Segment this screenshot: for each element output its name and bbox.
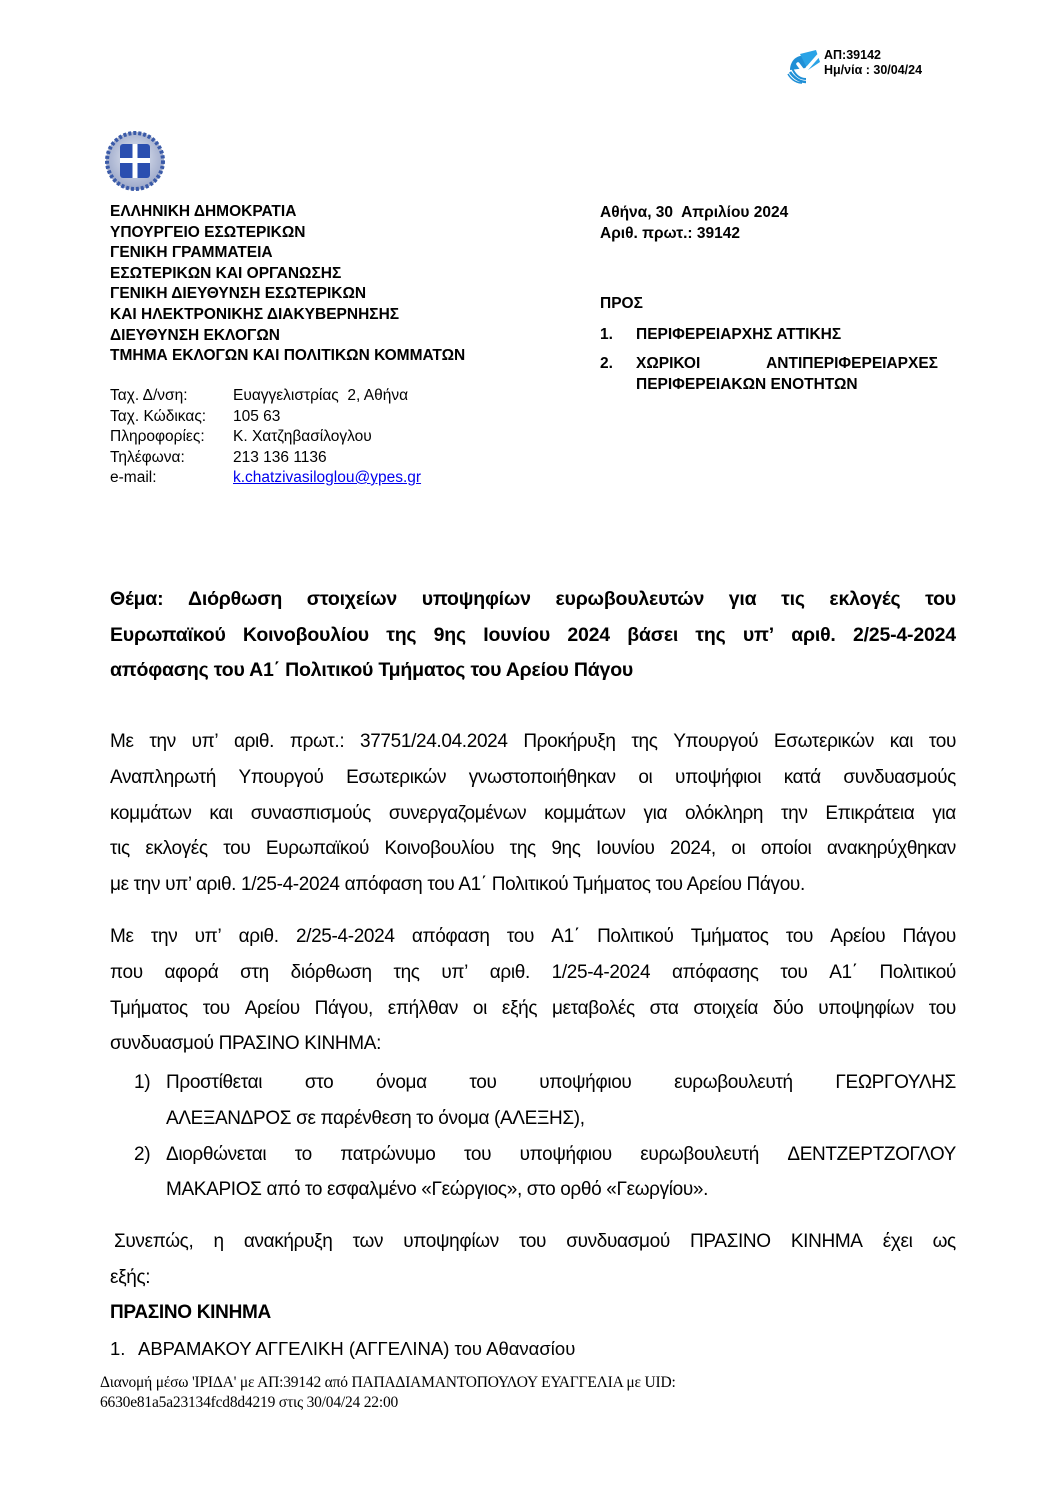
word: ολόκληρη: [685, 802, 764, 824]
word: κατά: [783, 766, 821, 788]
word: κομμάτων: [544, 802, 626, 824]
word: 9ης: [551, 838, 581, 860]
word: συνασπισμούς: [250, 802, 371, 824]
word: ευρωβουλευτή: [674, 1072, 793, 1093]
document-date: Αθήνα, 30 Απριλίου 2024: [600, 204, 789, 221]
word: του: [506, 926, 535, 947]
contact-value: 105 63: [233, 407, 281, 425]
word: την: [781, 802, 808, 824]
word: Διόρθωση: [188, 588, 283, 610]
word: υπ’: [194, 926, 222, 947]
word: πρωτ.:: [289, 731, 345, 752]
contact-label: e-mail:: [110, 469, 157, 486]
word: ΚΙΝΗΜΑ: [790, 1231, 863, 1252]
change-line: [166, 1065, 956, 1101]
word: οι: [731, 838, 746, 860]
issuer-line: ΕΛΛΗΝΙΚΗ ΔΗΜΟΚΡΑΤΙΑ: [110, 203, 297, 220]
change-number: 2): [134, 1143, 151, 1165]
word: Τμήματος: [690, 926, 769, 947]
party-title: ΠΡΑΣΙΝΟ ΚΙΝΗΜΑ: [110, 1302, 271, 1323]
word: του: [928, 997, 956, 1019]
word: του: [518, 1231, 547, 1252]
issuer-line: ΤΜΗΜΑ ΕΚΛΟΓΩΝ ΚΑΙ ΠΟΛΙΤΙΚΩΝ ΚΟΜΜΑΤΩΝ: [110, 347, 466, 365]
paragraph-line: [110, 796, 956, 832]
word: Ευρωπαϊκού: [110, 623, 226, 646]
word: πατρώνυμο: [340, 1143, 436, 1165]
change-line: [166, 1137, 956, 1173]
word: στο: [304, 1072, 334, 1093]
paragraph-line: [110, 724, 956, 760]
candidate-number: 1.: [110, 1338, 126, 1359]
word: για: [643, 802, 668, 824]
issuer-block: [110, 202, 465, 367]
word: συνδυασμού: [566, 1231, 670, 1252]
word: του: [925, 588, 956, 610]
contact-email: [110, 468, 421, 489]
recipient-item: [600, 324, 938, 345]
contact-block: [110, 386, 421, 489]
word: υποψήφιου: [539, 1072, 632, 1093]
iris-checkmark-icon: [786, 48, 822, 84]
word: οι: [638, 766, 653, 788]
recipient-text: ΠΕΡΙΦΕΡΕΙΑΚΩΝ ΕΝΟΤΗΤΩΝ: [636, 376, 858, 393]
word: αριθ.: [489, 961, 530, 983]
subject-line: [110, 582, 956, 618]
word: Με: [110, 926, 134, 947]
subject-line: [110, 618, 956, 654]
greek-state-emblem-icon: [104, 130, 166, 192]
issuer-line: ΚΑΙ ΗΛΕΚΤΡΟΝΙΚΗΣ ΔΙΑΚΥΒΕΡΝΗΣΗΣ: [110, 305, 400, 323]
word: οποίοι: [760, 838, 812, 860]
subject: [110, 582, 956, 689]
word: Α1΄: [551, 926, 580, 947]
paragraph-line: [110, 991, 956, 1027]
word: του: [463, 1143, 492, 1165]
word: της: [509, 838, 536, 860]
candidate-name: ΑΒΡΑΜΑΚΟΥ ΑΓΓΕΛΙΚΗ (ΑΓΓΕΛΙΝΑ) του Αθανασίου: [138, 1338, 576, 1359]
word: Τμήματος: [110, 997, 188, 1019]
recipient-text: ΑΝΤΙΠΕΡΙΦΕΡΕΙΑΡΧΕΣ: [766, 355, 938, 372]
word: υποψηφίων: [818, 997, 914, 1019]
recipients-list: [600, 324, 938, 403]
word: Υπουργού: [673, 731, 759, 752]
word: υποψηφίων: [421, 588, 531, 610]
word: 2/25-4-2024: [852, 623, 956, 646]
word: Προκήρυξη: [523, 731, 616, 752]
word: Αναπληρωτή: [110, 766, 216, 788]
contact-label: Τηλέφωνα:: [110, 448, 185, 466]
contact-label: Πληροφορίες:: [110, 428, 205, 445]
contact-label: Ταχ. Κώδικας:: [110, 407, 207, 425]
word: υπ’: [441, 961, 469, 983]
word: 37751/24.04.2024: [359, 731, 508, 752]
paragraph-line: συνδυασμού ΠΡΑΣΙΝΟ ΚΙΝΗΜΑ:: [110, 1033, 382, 1055]
word: 9ης: [433, 623, 466, 646]
word: ευρωβουλευτών: [555, 588, 705, 610]
stamp-date: Ημ/νία : 30/04/24: [824, 63, 923, 77]
word: 1/25-4-2024: [551, 961, 651, 983]
word: Επικράτεια: [825, 802, 915, 824]
word: την: [149, 731, 176, 752]
paragraph-line: [110, 831, 956, 867]
paragraph-proclamation: [110, 724, 956, 903]
word: Κοινοβουλίου: [384, 838, 495, 860]
word: Ιουνίου: [596, 838, 655, 860]
issuer-line: ΥΠΟΥΡΓΕΙΟ ΕΣΩΤΕΡΙΚΩΝ: [110, 223, 306, 241]
word: στα: [649, 997, 679, 1019]
contact-postal-code: [110, 407, 421, 428]
change-line: ΑΛΕΞΑΝΔΡΟΣ σε παρένθεση το όνομα (ΑΛΕΞΗΣ),: [166, 1107, 585, 1129]
word: υποψήφιοι: [675, 766, 762, 788]
date-protocol-block: [600, 202, 788, 244]
distribution-footer: [100, 1373, 676, 1412]
word: ΔΕΝΤΖΕΡΤΖΟΓΛΟΥ: [787, 1143, 956, 1165]
footer-line: 6630e81a5a23134fcd8d4219 στις 30/04/24 22:00: [100, 1393, 399, 1411]
word: του: [928, 731, 956, 752]
word: διόρθωση: [290, 961, 372, 983]
word: Ευρωπαϊκού: [265, 838, 370, 860]
contact-value: Κ. Χατζηβασίλογλου: [233, 428, 372, 445]
contact-phone: [110, 448, 421, 469]
word: Προστίθεται: [166, 1072, 263, 1093]
footer-line: Διανομή μέσω 'ΙΡΙΔΑ' με ΑΠ:39142 από ΠΑΠΑΔΙΑΜΑΝΤΟΠΟΥΛΟΥ ΕΥΑΓΓΕΛΙΑ με UID:: [100, 1374, 676, 1391]
word: ΓΕΩΡΓΟΥΛΗΣ: [835, 1072, 956, 1093]
paragraph-line: [110, 919, 956, 955]
word: του: [469, 1072, 497, 1093]
word: που: [110, 961, 143, 983]
word: Αρείου: [830, 926, 886, 947]
word: ανακήρυξη: [243, 1231, 333, 1252]
change-item: [134, 1065, 956, 1137]
word: αριθ.: [233, 731, 275, 752]
recipient-item: [600, 353, 938, 395]
word: απόφαση: [411, 926, 490, 947]
word: στη: [240, 961, 269, 983]
issuer-line: ΕΣΩΤΕΡΙΚΩΝ ΚΑΙ ΟΡΓΑΝΩΣΗΣ: [110, 264, 342, 282]
word: και: [209, 802, 233, 824]
word: της: [386, 623, 417, 646]
word: αριθ.: [791, 623, 836, 646]
word: εκλογές: [829, 588, 901, 610]
word: τις: [781, 588, 805, 610]
word: της: [695, 623, 726, 646]
word: Πάγου: [902, 926, 956, 947]
recipient-number: 2.: [600, 355, 613, 372]
word: συνεργαζομένων: [388, 802, 527, 824]
word: ευρωβουλευτή: [640, 1143, 759, 1165]
stamp-protocol-number: ΑΠ:39142: [824, 48, 881, 62]
word: Ιουνίου: [483, 623, 551, 646]
word: ΠΡΑΣΙΝΟ: [690, 1231, 771, 1252]
word: των: [352, 1231, 384, 1252]
protocol-number: Αριθ. πρωτ.: 39142: [600, 225, 740, 242]
word: απόφασης: [671, 961, 759, 983]
issuer-line: ΓΕΝΙΚΗ ΓΡΑΜΜΑΤΕΙΑ: [110, 244, 273, 262]
word: του: [202, 997, 230, 1019]
word: της: [631, 731, 658, 752]
word: Με: [110, 731, 134, 752]
word: Α1΄: [829, 961, 858, 983]
word: υποψηφίων: [403, 1231, 499, 1252]
issuer-line: ΓΕΝΙΚΗ ΔΙΕΥΘΥΝΣΗ ΕΣΩΤΕΡΙΚΩΝ: [110, 285, 367, 303]
word: όνομα: [375, 1072, 427, 1093]
word: Κοινοβουλίου: [242, 623, 369, 646]
word: μεταβολές: [552, 997, 635, 1019]
email-link[interactable]: k.chatzivasiloglou@ypes.gr: [233, 469, 422, 486]
word: Υπουργού: [238, 766, 324, 788]
word: ως: [932, 1231, 956, 1252]
word: αφορά: [164, 961, 219, 983]
paragraph-consequently: [110, 1224, 956, 1296]
word: το: [294, 1143, 312, 1165]
word: της: [393, 961, 420, 983]
word: Εσωτερικών: [773, 731, 874, 752]
word: για: [932, 802, 956, 824]
word: την: [150, 926, 178, 947]
paragraph-correction-decision: [110, 919, 956, 1062]
word: υπ’: [742, 623, 774, 646]
word: υποψήφιου: [519, 1143, 612, 1165]
paragraph-line: [110, 955, 956, 991]
word: 2/25-4-2024: [295, 926, 395, 947]
word: τις: [110, 838, 130, 860]
recipient-text: ΠΕΡΙΦΕΡΕΙΑΡΧΗΣ ΑΤΤΙΚΗΣ: [636, 326, 842, 343]
word: στοιχεία: [693, 997, 759, 1019]
recipient-number: 1.: [600, 326, 613, 343]
word: Πάγου,: [314, 997, 373, 1019]
change-line: ΜΑΚΑΡΙΟΣ από το εσφαλμένο «Γεώργιος», στο ορθό «Γεωργίου».: [166, 1179, 709, 1201]
word: Πολιτικού: [597, 926, 674, 947]
word: η: [213, 1231, 224, 1252]
word: του: [223, 838, 251, 860]
candidate-item: [110, 1337, 575, 1361]
word: γνωστοποιήθηκαν: [468, 766, 616, 788]
word: εξής: [501, 997, 538, 1019]
word: ανακηρύχθηκαν: [826, 838, 956, 860]
word: εκλογές: [145, 838, 208, 860]
word: βάσει: [627, 623, 679, 646]
word: Αρείου: [244, 997, 300, 1019]
contact-info-person: [110, 427, 421, 448]
word: του: [780, 961, 808, 983]
word: και: [889, 731, 914, 752]
word: Θέμα:: [110, 588, 164, 610]
word: αριθ.: [238, 926, 279, 947]
changes-list: [134, 1065, 956, 1208]
contact-value: 213 136 1136: [233, 448, 327, 466]
word: επήλθαν: [387, 997, 459, 1019]
issuer-line: ΔΙΕΥΘΥΝΣΗ ΕΚΛΟΓΩΝ: [110, 326, 280, 344]
change-item: [134, 1137, 956, 1209]
word: στοιχείων: [306, 588, 398, 610]
word: έχει: [882, 1231, 913, 1252]
subject-line: απόφασης του Α1΄ Πολιτικού Τμήματος του Αρείου Πάγου: [110, 659, 634, 681]
protocol-stamp: [786, 46, 956, 86]
recipients-label: ΠΡΟΣ: [600, 295, 643, 312]
word: υπ’: [191, 731, 219, 752]
word: 2024: [567, 623, 610, 646]
paragraph-line: εξής:: [110, 1266, 151, 1288]
change-number: 1): [134, 1072, 151, 1093]
word: συνδυασμούς: [843, 766, 956, 788]
contact-value: Ευαγγελιστρίας 2, Αθήνα: [233, 387, 409, 404]
word: οι: [472, 997, 487, 1019]
paragraph-line: [110, 760, 956, 796]
paragraph-line: [110, 1224, 956, 1260]
contact-address: [110, 386, 421, 407]
word: 2024,: [669, 838, 716, 860]
word: του: [785, 926, 813, 947]
recipient-text: ΧΩΡΙΚΟΙ: [636, 355, 701, 372]
contact-label: Ταχ. Δ/νση:: [110, 387, 188, 404]
paragraph-line: με την υπ’ αριθ. 1/25-4-2024 απόφαση του Α1΄ Πολιτικού Τμήματος του Αρείου Πάγου.: [110, 874, 805, 896]
word: Εσωτερικών: [346, 766, 447, 788]
word: δύο: [772, 997, 804, 1019]
word: Συνεπώς,: [114, 1231, 194, 1252]
word: κομμάτων: [110, 802, 192, 824]
word: Πολιτικού: [879, 961, 956, 983]
word: Διορθώνεται: [166, 1143, 267, 1165]
word: για: [728, 588, 757, 610]
